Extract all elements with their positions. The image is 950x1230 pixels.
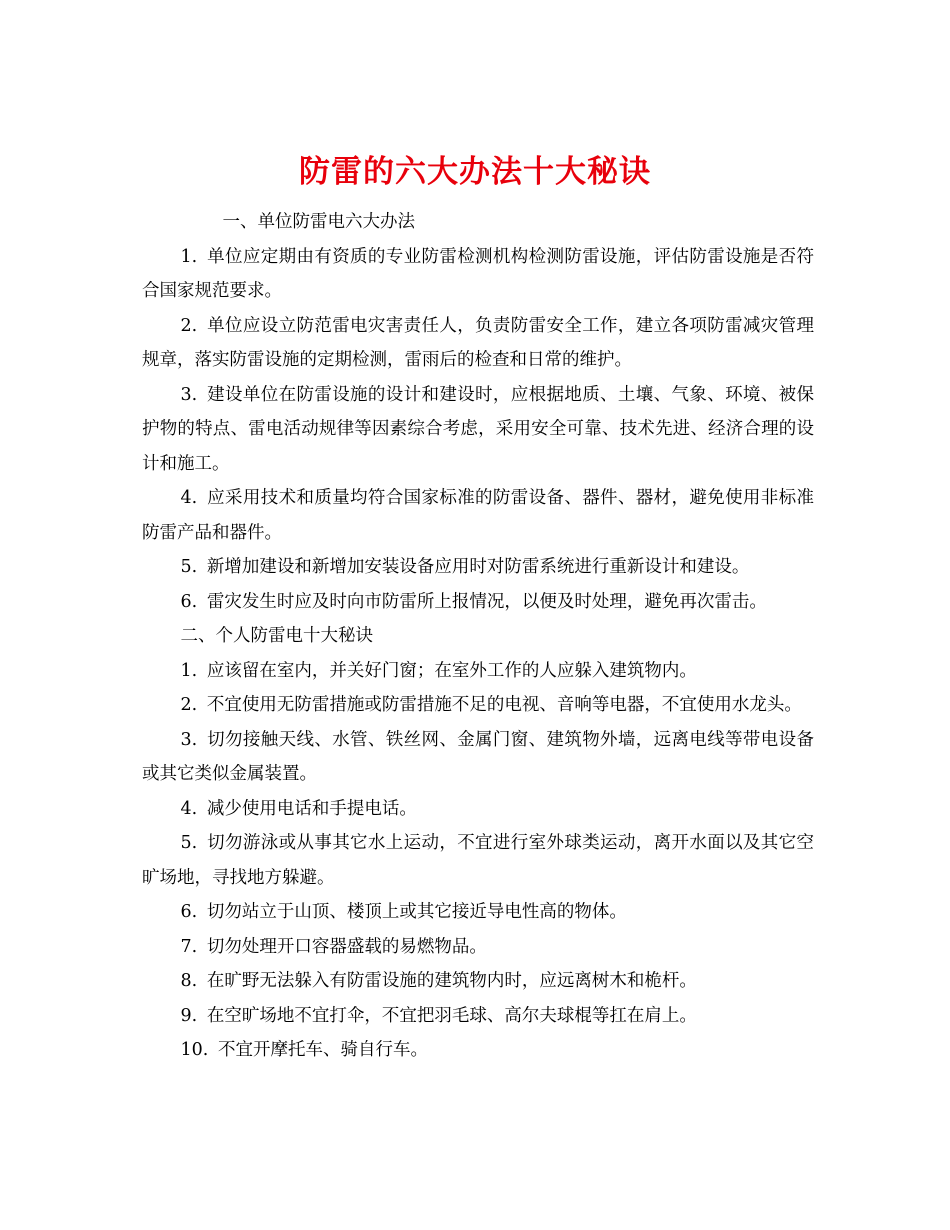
item-text: 切勿接触天线、水管、铁丝网、金属门窗、建筑物外墙，远离电线等带电设备或其它类似金属装置。 <box>142 729 814 784</box>
list-item <box>142 309 814 378</box>
list-item <box>142 964 814 999</box>
item-number: 4. <box>180 798 198 819</box>
list-item <box>142 585 814 620</box>
item-number: 4. <box>180 488 198 508</box>
item-number: 5. <box>180 557 198 577</box>
item-text: 建设单位在防雷设施的设计和建设时，应根据地质、土壤、气象、环境、被保护物的特点、雷电活动规律等因素综合考虑，采用安全可靠、技术先进、经济合理的设计和施工。 <box>142 384 814 474</box>
list-item <box>142 826 814 895</box>
list-item <box>142 550 814 585</box>
item-number: 6. <box>180 591 198 612</box>
section-heading-unit: 一、单位防雷电六大办法 <box>222 212 415 232</box>
list-item <box>142 930 814 965</box>
list-item <box>142 1033 814 1068</box>
item-number: 1. <box>180 246 198 267</box>
list-item <box>142 240 814 309</box>
list-item <box>142 723 814 792</box>
item-number: 6. <box>180 902 198 922</box>
item-number: 8. <box>180 971 198 991</box>
item-text: 切勿站立于山顶、楼顶上或其它接近导电性高的物体。 <box>206 902 627 922</box>
item-number: 10. <box>180 1040 209 1060</box>
item-text: 单位应定期由有资质的专业防雷检测机构检测防雷设施，评估防雷设施是否符合国家规范要求。 <box>142 246 814 301</box>
list-item <box>142 481 814 550</box>
list-item <box>142 895 814 930</box>
item-number: 2. <box>180 695 198 715</box>
item-number: 9. <box>180 1005 198 1026</box>
section-heading-personal: 二、个人防雷电十大秘诀 <box>180 626 373 646</box>
document-body <box>142 205 814 1068</box>
list-item <box>142 654 814 689</box>
item-text: 不宜使用无防雷措施或防雷措施不足的电视、音响等电器，不宜使用水龙头。 <box>206 695 802 715</box>
item-text: 雷灾发生时应及时向市防雷所上报情况，以便及时处理，避免再次雷击。 <box>206 591 767 612</box>
item-number: 7. <box>180 936 198 957</box>
item-number: 5. <box>180 833 198 853</box>
item-text: 切勿处理开口容器盛载的易燃物品。 <box>206 936 487 957</box>
item-text: 单位应设立防范雷电灾害责任人，负责防雷安全工作，建立各项防雷减灾管理规章，落实防雷设施的定期检测，雷雨后的检查和日常的维护。 <box>142 315 814 370</box>
item-number: 1. <box>180 660 198 681</box>
list-item <box>142 378 814 482</box>
item-text: 新增加建设和新增加安装设备应用时对防雷系统进行重新设计和建设。 <box>206 557 750 577</box>
item-text: 应该留在室内，并关好门窗；在室外工作的人应躲入建筑物内。 <box>206 660 697 681</box>
item-text: 应采用技术和质量均符合国家标准的防雷设备、器件、器材，避免使用非标准防雷产品和器件。 <box>142 488 814 543</box>
list-item <box>142 999 814 1034</box>
list-item <box>142 792 814 827</box>
document-title: 防雷的六大办法十大秘诀 <box>299 153 651 190</box>
item-number: 3. <box>180 384 198 405</box>
item-text: 不宜开摩托车、骑自行车。 <box>217 1040 428 1060</box>
item-number: 2. <box>180 315 198 336</box>
list-item <box>142 688 814 723</box>
item-text: 减少使用电话和手提电话。 <box>206 798 417 819</box>
item-text: 在旷野无法躲入有防雷设施的建筑物内时，应远离树木和桅杆。 <box>206 971 697 991</box>
item-text: 在空旷场地不宜打伞，不宜把羽毛球、高尔夫球棍等扛在肩上。 <box>206 1005 697 1026</box>
item-text: 切勿游泳或从事其它水上运动，不宜进行室外球类运动，离开水面以及其它空旷场地，寻找地方躲避。 <box>142 833 814 888</box>
item-number: 3. <box>180 729 198 750</box>
